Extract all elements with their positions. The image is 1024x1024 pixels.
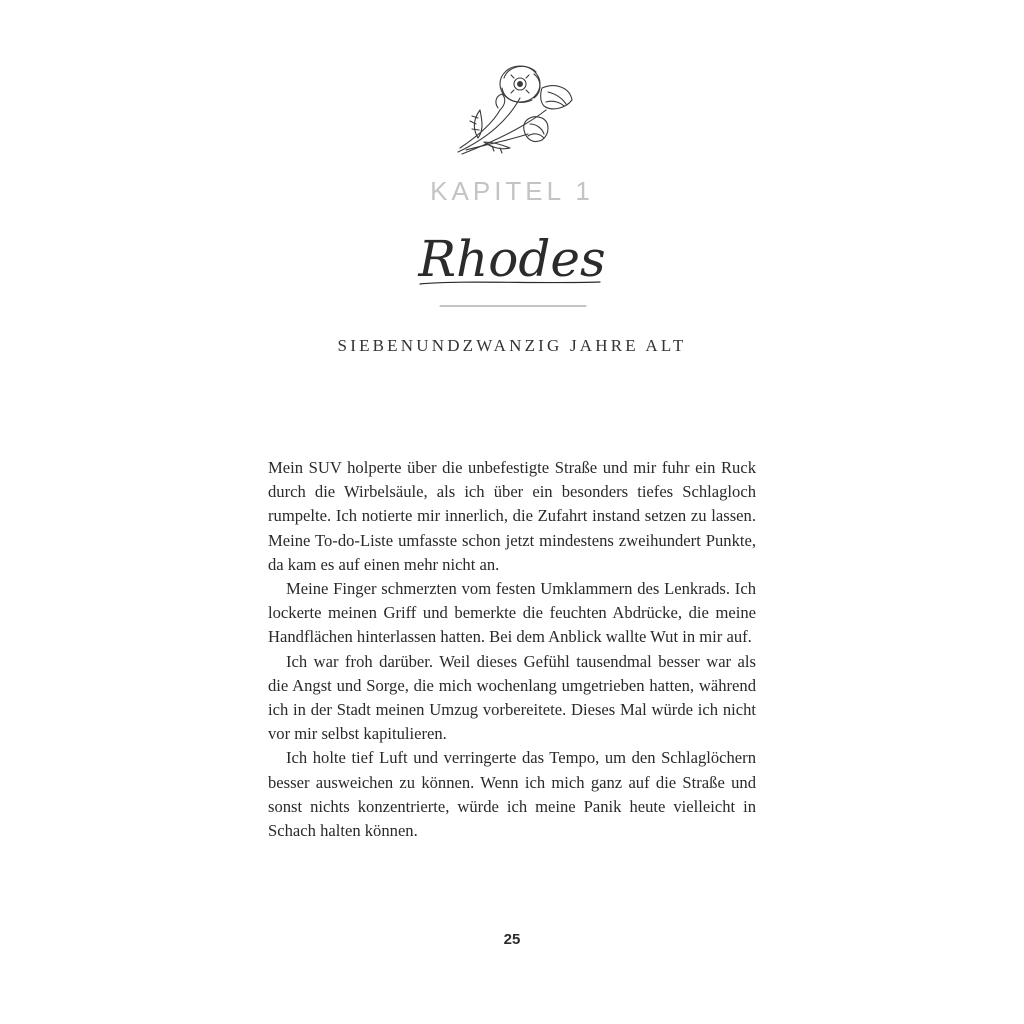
chapter-label: KAPITEL 1: [430, 176, 594, 206]
paragraph: Ich holte tief Luft und verringerte das Tempo, um den Schlaglöchern besser ausweichen zu können. Wenn ich mich ganz auf die Straße und sonst nichts konzentrierte, würde ich meine Panik heute vielleicht in Schach halten können.: [268, 748, 756, 841]
poppy-flower-icon: [448, 58, 578, 162]
chapter-subtitle: SIEBENUNDZWANZIG JAHRE ALT: [337, 336, 687, 355]
chapter-body: [268, 456, 756, 843]
chapter-title: [400, 218, 624, 314]
page-number: 25: [503, 931, 521, 948]
paragraph: Ich war froh darüber. Weil dieses Gefühl tausendmal besser war als die Angst und Sorge, die mich wochenlang umgetrieben hatten, während ich in der Stadt meinen Umzug vorbereitete. Dieses Mal würde ich nicht vor mir selbst kapitulieren.: [268, 651, 756, 744]
chapter-title-text: Rhodes: [418, 230, 606, 288]
paragraph: Mein SUV holperte über die unbefestigte Straße und mir fuhr ein Ruck durch die Wirbelsäule, als ich über ein besonders tiefes Schlagloch rumpelte. Ich notierte mir innerlich, die Zufahrt instand setzen zu lassen. Meine To-do-Liste umfasste schon jetzt mindestens zweihundert Punkte, da kam es auf einen mehr nicht an.: [268, 458, 756, 574]
paragraph: Meine Finger schmerzten vom festen Umklammern des Lenkrads. Ich lockerte meinen Griff und bemerkte die feuchten Abdrücke, die meine Handflächen hinterlassen hatten. Bei dem Anblick wallte Wut in mir auf.: [268, 579, 756, 647]
